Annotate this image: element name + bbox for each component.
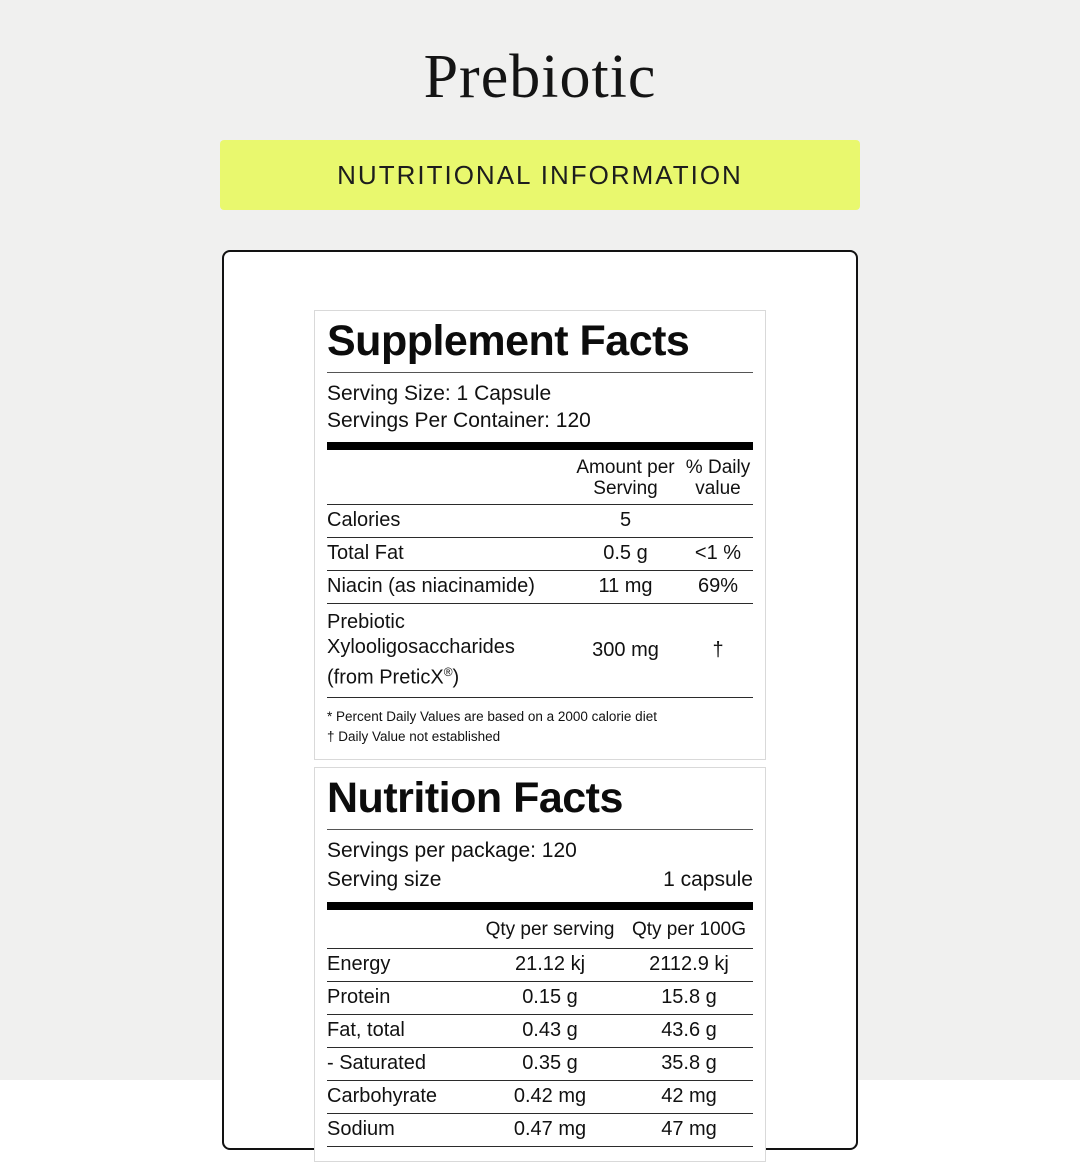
table-row — [327, 1114, 753, 1147]
table-row — [327, 949, 753, 982]
ingredient-source-prefix: (from PreticX — [327, 666, 444, 689]
servings-per-container-line: Servings Per Container: 120 — [327, 409, 591, 432]
banner-label: NUTRITIONAL INFORMATION — [337, 159, 743, 190]
table-row — [327, 1015, 753, 1048]
serving-size-value: 1 capsule — [663, 867, 753, 891]
row-amount: 300 mg — [592, 638, 659, 661]
nutrition-facts-panel — [314, 767, 766, 1162]
row-qty-100g: 35.8 g — [661, 1051, 717, 1074]
thick-divider-bar — [327, 442, 753, 450]
row-amount: 0.5 g — [603, 542, 648, 564]
row-label: Carbohyrate — [327, 1084, 438, 1107]
row-daily: 69% — [697, 575, 739, 597]
ingredient-source-suffix: ) — [452, 666, 460, 689]
row-amount: 5 — [619, 509, 632, 531]
row-qty-serving: 0.47 mg — [513, 1117, 587, 1140]
row-qty-100g: 42 mg — [661, 1084, 717, 1107]
label-card — [222, 250, 858, 1150]
table-row — [327, 538, 753, 571]
column-header-qty-serving: Qty per serving — [485, 918, 615, 940]
column-header-qty-100g: Qty per 100G — [631, 918, 747, 940]
row-qty-100g: 2112.9 kj — [649, 952, 729, 975]
row-qty-serving: 0.35 g — [522, 1051, 578, 1074]
table-row — [327, 571, 753, 604]
table-row — [327, 505, 753, 538]
table-row — [327, 604, 753, 698]
row-qty-serving: 0.43 g — [522, 1018, 578, 1041]
ingredient-name: Prebiotic Xylooligosaccharides — [327, 611, 515, 658]
footnote-daily-value: † Daily Value not established — [327, 728, 501, 744]
row-label: Calories — [327, 509, 401, 531]
thick-divider-bar — [327, 902, 753, 910]
table-row — [327, 1048, 753, 1081]
row-label: Protein — [327, 985, 391, 1008]
row-label: Fat, total — [327, 1018, 405, 1041]
supplement-table-header — [327, 450, 753, 505]
header-spacer — [327, 919, 475, 941]
footnote-percent-daily: * Percent Daily Values are based on a 2000 calorie diet — [327, 708, 657, 724]
row-qty-100g: 47 mg — [661, 1117, 717, 1140]
row-qty-serving: 0.15 g — [522, 985, 578, 1008]
supplement-serving-info — [327, 380, 753, 434]
product-title: Prebiotic — [423, 43, 657, 111]
row-label — [327, 610, 568, 691]
serving-size-row — [327, 866, 753, 893]
row-label: Total Fat — [327, 542, 404, 564]
row-daily: † — [712, 638, 724, 661]
header-spacer — [327, 457, 568, 499]
divider — [327, 372, 753, 373]
row-qty-serving: 0.42 mg — [513, 1084, 587, 1107]
row-daily: <1 % — [694, 542, 742, 564]
table-row — [327, 982, 753, 1015]
nutrition-table-header — [327, 910, 753, 949]
row-label: Niacin (as niacinamide) — [327, 575, 535, 597]
row-label: Energy — [327, 952, 391, 975]
serving-size-line: Serving Size: 1 Capsule — [327, 382, 552, 405]
row-label: - Saturated — [327, 1051, 426, 1074]
supplement-footnotes — [327, 698, 753, 759]
column-header-amount: Amount per Serving — [576, 457, 675, 499]
row-label: Sodium — [327, 1117, 395, 1140]
table-row — [327, 1081, 753, 1114]
row-qty-100g: 43.6 g — [661, 1018, 717, 1041]
servings-per-package-line: Servings per package: 120 — [327, 838, 577, 862]
column-header-daily: % Daily value — [685, 457, 751, 499]
row-amount: 11 mg — [598, 575, 653, 597]
nutrition-facts-title: Nutrition Facts — [327, 773, 623, 822]
serving-size-label: Serving size — [327, 867, 442, 891]
supplement-facts-title: Supplement Facts — [327, 317, 690, 365]
row-qty-100g: 15.8 g — [661, 985, 717, 1008]
registered-trademark-symbol: ® — [443, 665, 453, 679]
divider — [327, 829, 753, 830]
row-qty-serving: 21.12 kj — [514, 952, 586, 975]
supplement-facts-panel — [314, 310, 766, 760]
nutritional-information-banner — [220, 140, 860, 210]
